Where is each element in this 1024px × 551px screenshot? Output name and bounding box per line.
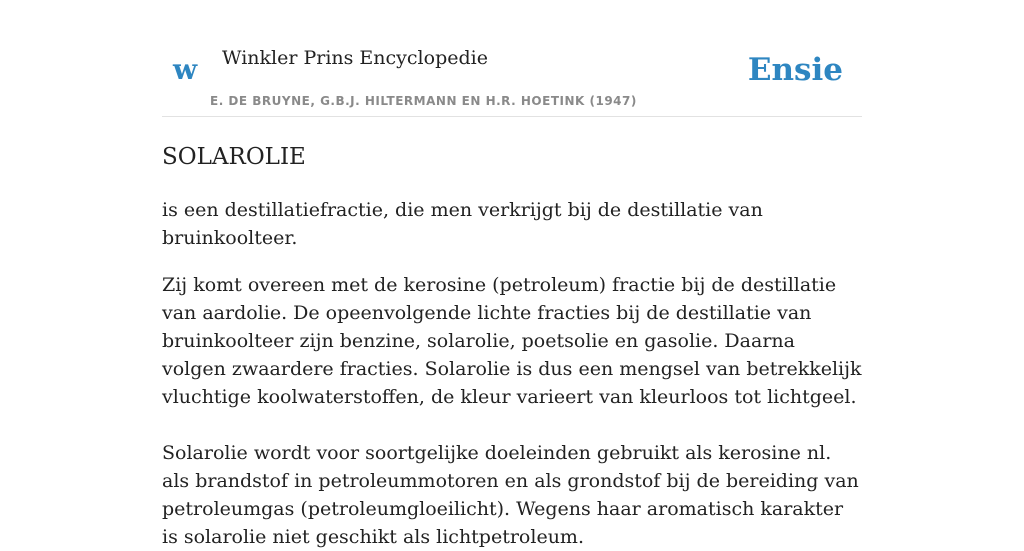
- book-title[interactable]: Winkler Prins Encyclopedie: [222, 47, 488, 69]
- article-paragraph-3: Solarolie wordt voor soortgelijke doeleinden gebruikt als kerosine nl. als brandstof in petroleummotoren en als grondstof bij de bereiding van petroleumgas (petroleumgloeilicht). Wegens haar aromatisch karakter is solarolie niet geschikt als lichtpetroleum.: [162, 442, 859, 548]
- header: [162, 0, 862, 117]
- article-paragraph-2: Zij komt overeen met de kerosine (petroleum) fractie bij de destillatie van aardolie. De opeenvolgende lichte fracties bij de destillatie van bruinkoolteer zijn benzine, solarolie, poetsolie en gasolie. Daarna volgen zwaardere fracties. Solarolie is dus een mengsel van betrekkelijk vluchtige koolwaterstoffen, de kleur varieert van kleurloos tot lichtgeel.: [162, 274, 862, 408]
- ensie-logo[interactable]: Ensie: [747, 52, 843, 88]
- article-title: SOLAROLIE: [162, 144, 306, 170]
- article-paragraph-1: is een destillatiefractie, die men verkrijgt bij de destillatie van bruinkoolteer.: [162, 199, 763, 249]
- authors-line: E. DE BRUYNE, G.B.J. HILTERMANN EN H.R. HOETINK (1947): [210, 94, 637, 108]
- winkler-prins-logo[interactable]: w: [173, 53, 198, 86]
- page: [162, 0, 862, 551]
